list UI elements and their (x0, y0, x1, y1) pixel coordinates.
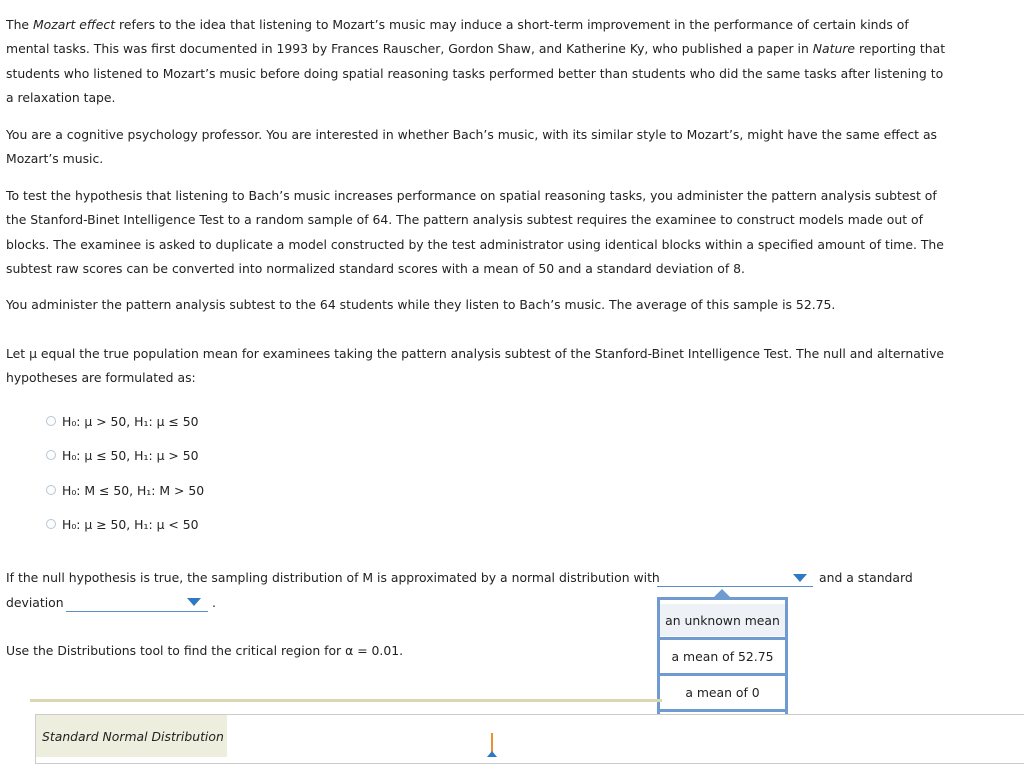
radio-button[interactable] (46, 416, 56, 426)
option-label: H₀: μ ≥ 50, H₁: μ < 50 (62, 516, 199, 532)
critical-value-marker-icon[interactable] (484, 733, 500, 757)
chevron-down-icon[interactable] (793, 574, 807, 582)
mean-select[interactable] (657, 568, 813, 587)
option-label: H₀: μ ≤ 50, H₁: μ > 50 (62, 447, 199, 463)
professor-paragraph: You are a cognitive psychology professor. You are interested in whether Bach’s music, with its similar style to Mozart’s, might have the same effect as Mozart’s music. (6, 127, 938, 167)
deviation-label: deviation (6, 595, 64, 610)
mozart-effect-term: Mozart effect (32, 17, 116, 32)
radio-button[interactable] (46, 485, 56, 495)
dropdown-item[interactable]: a mean of 52.75 (671, 648, 774, 664)
divider (30, 699, 662, 702)
option-label: H₀: M ≤ 50, H₁: M > 50 (62, 482, 205, 498)
critical-region-instruction: Use the Distributions tool to find the critical region for α = 0.01. (6, 643, 404, 658)
intro-paragraph: The Mozart effect refers to the idea that listening to Mozart’s music may induce a short-term improvement in the performance of certain kinds of mental tasks. This was first documented in 1993 by Frances Rauscher, Gordon Shaw, and Katherine Ky, who published a paper in Nature reporting that students who listened to Mozart’s music before doing spatial reasoning tasks performed better than students who did the same tasks after listening to a relaxation tape. (6, 17, 946, 105)
administer-paragraph: You administer the pattern analysis subtest to the 64 students while they listen to Bach’s music. The average of this sample is 52.75. (6, 297, 836, 312)
hypotheses-intro: Let μ equal the true population mean for examinees taking the pattern analysis subtest of the Stanford-Binet Intelligence Test. The null and alternative hypotheses are formulated as: (6, 346, 945, 386)
radio-button[interactable] (46, 519, 56, 529)
hypothesis-option-2[interactable] (46, 447, 199, 463)
nature-journal: Nature (812, 41, 856, 57)
sentence-period: . (212, 595, 216, 610)
hypothesis-option-3[interactable] (46, 482, 204, 498)
hypothesis-option-4[interactable] (46, 516, 199, 532)
tab-standard-normal-distribution[interactable]: Standard Normal Distribution (36, 715, 227, 757)
dropdown-item[interactable]: a mean of 0 (685, 684, 760, 700)
option-label: H₀: μ > 50, H₁: μ ≤ 50 (62, 413, 199, 429)
radio-button[interactable] (46, 450, 56, 460)
dropdown-item[interactable]: an unknown mean (660, 604, 785, 636)
test-description-paragraph: To test the hypothesis that listening to Bach’s music increases performance on spatial reasoning tasks, you administer the pattern analysis subtest of the Stanford-Binet Intelligence Test to a random sample of 64. The pattern analysis subtest requires the examinee to construct models made out of blocks. The examinee is asked to duplicate a model constructed by the test administrator using identical blocks within a specified amount of time. The subtest raw scores can be converted into normalized standard scores with a mean of 50 and a standard deviation of 8. (6, 188, 944, 276)
sampling-sentence: If the null hypothesis is true, the sampling distribution of M is approximated by a normal distribution with (6, 570, 660, 585)
hypothesis-option-1[interactable] (46, 413, 199, 429)
chevron-down-icon[interactable] (187, 598, 201, 606)
sampling-sentence-end: and a standard (819, 570, 913, 585)
